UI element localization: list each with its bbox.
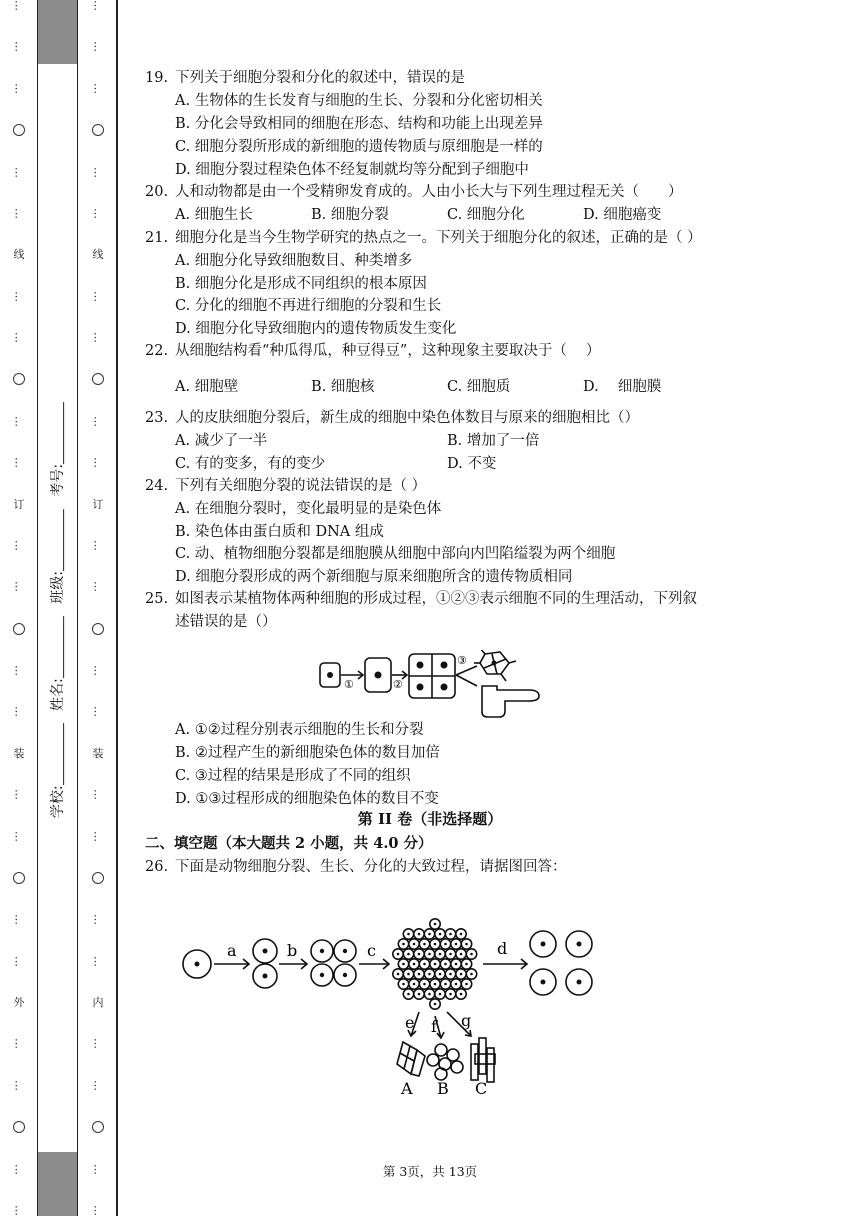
binding-dots: … <box>91 539 105 551</box>
binding-dots: … <box>12 1204 26 1216</box>
option: A. ①②过程分别表示细胞的生长和分裂 <box>175 722 424 738</box>
question-20: 20. 人和动物都是由一个受精卵发育成的。人由小长大与下列生理过程无关（ ） <box>145 184 683 200</box>
binding-dots: … <box>91 830 105 842</box>
binding-dots: … <box>91 914 105 926</box>
binding-circle-mark <box>92 872 104 884</box>
binding-label: 装 <box>92 746 104 760</box>
figure-q25 <box>317 650 549 720</box>
binding-dots: … <box>91 1079 105 1091</box>
class-field[interactable]: 班级: <box>47 509 67 604</box>
binding-dots: … <box>91 1038 105 1050</box>
binding-dots: … <box>91 955 105 967</box>
binding-dots: … <box>12 789 26 801</box>
outer-binding-column <box>7 0 31 1216</box>
binding-circle-mark <box>92 124 104 136</box>
school-field[interactable]: 学校: <box>47 723 67 818</box>
option: D. 细胞膜 <box>583 379 662 395</box>
arrow-label-a: a <box>227 941 237 960</box>
option: B. 细胞分化是形成不同组织的根本原因 <box>175 276 427 292</box>
binding-dots: … <box>12 830 26 842</box>
arrow-label-f: f <box>431 1017 437 1036</box>
binding-dots: … <box>91 1163 105 1175</box>
option: B. 染色体由蛋白质和 DNA 组成 <box>175 524 384 540</box>
binding-dots: … <box>91 166 105 178</box>
binding-dots: … <box>12 665 26 676</box>
option: D. 不变 <box>447 456 497 472</box>
binding-dots: … <box>12 955 26 967</box>
binding-dots: … <box>12 1163 26 1175</box>
arrow-label-d: d <box>497 939 508 958</box>
binding-dots: … <box>12 41 26 53</box>
binding-dots: … <box>12 457 26 469</box>
page-footer: 第 3页，共 13页 <box>382 1164 478 1179</box>
binding-circle-mark <box>13 1121 25 1133</box>
binding-dots: … <box>12 1079 26 1091</box>
binding-dots: … <box>91 665 105 676</box>
binding-circle-mark <box>13 623 25 635</box>
arrow-label-g: g <box>461 1011 472 1030</box>
binding-circle-mark <box>13 872 25 884</box>
option: D. 细胞癌变 <box>583 207 662 223</box>
option: D. 细胞分化导致细胞内的遗传物质发生变化 <box>175 321 457 337</box>
binding-dots: … <box>12 581 26 593</box>
binding-label: 内 <box>92 996 104 1009</box>
arrow-3a <box>456 666 477 675</box>
binding-label: 外 <box>13 996 25 1009</box>
section-title: 第 II 卷（非选择题） <box>357 810 503 828</box>
arrow-label-e: e <box>405 1013 415 1032</box>
binding-label: 订 <box>92 497 104 511</box>
question-24: 24. 下列有关细胞分裂的说法错误的是（ ） <box>145 478 427 494</box>
option: D. ①③过程形成的细胞染色体的数目不变 <box>175 791 439 807</box>
binding-circle-mark <box>92 373 104 385</box>
binding-dots: … <box>91 706 105 718</box>
option: B. ②过程产生的新细胞染色体的数目加倍 <box>175 745 440 761</box>
binding-dots: … <box>12 0 26 11</box>
binding-circle-mark <box>92 623 104 635</box>
option: B. 增加了一倍 <box>447 433 540 449</box>
option: B. 分化会导致相同的细胞在形态、结构和功能上出现差异 <box>175 116 543 132</box>
label-circle-3: ③ <box>457 654 467 667</box>
binding-dots: … <box>12 1038 26 1050</box>
arrow-label-b: b <box>287 941 298 960</box>
binding-dots: … <box>91 415 105 427</box>
binding-dots: … <box>91 457 105 469</box>
exam-number-field[interactable]: 考号: <box>47 402 67 497</box>
option: B. 细胞分裂 <box>311 207 389 223</box>
question-23: 23. 人的皮肤细胞分裂后，新生成的细胞中染色体数目与原来的细胞相比（） <box>145 410 639 426</box>
tissue-label-a: A <box>401 1079 413 1094</box>
question-25-stem-cont: 述错误的是（） <box>175 614 277 630</box>
binding-dots: … <box>91 1204 105 1216</box>
binding-dots: … <box>91 207 105 219</box>
name-field[interactable]: 姓名: <box>47 616 67 711</box>
binding-label: 装 <box>13 746 25 760</box>
binding-dots: … <box>12 539 26 551</box>
option: A. 细胞分化导致细胞数目、种类增多 <box>175 253 413 269</box>
binding-circle-mark <box>13 373 25 385</box>
binding-dots: … <box>12 82 26 94</box>
binding-dots: … <box>12 166 26 178</box>
option: B. 细胞核 <box>311 379 375 395</box>
binding-line-main <box>116 0 118 1216</box>
question-26: 26. 下面是动物细胞分裂、生长、分化的大致过程，请据图回答： <box>145 859 567 875</box>
option: D. 细胞分裂形成的两个新细胞与原来细胞所含的遗传物质相同 <box>175 569 573 585</box>
arrow-label-c: c <box>367 941 376 960</box>
option: A. 细胞生长 <box>175 207 253 223</box>
binding-dots: … <box>12 914 26 926</box>
option: C. 有的变多，有的变少 <box>175 456 326 472</box>
question-19: 19. 下列关于细胞分裂和分化的叙述中，错误的是 <box>145 70 465 86</box>
binding-dots: … <box>12 332 26 343</box>
binding-gray-block-top <box>38 0 77 64</box>
binding-dots: … <box>12 290 26 302</box>
student-info <box>32 400 82 820</box>
option: C. 细胞分化 <box>447 207 525 223</box>
binding-dots: … <box>91 0 105 11</box>
binding-circle-mark <box>13 124 25 136</box>
binding-label: 线 <box>13 248 25 262</box>
binding-dots: … <box>91 82 105 94</box>
option: C. 动、植物细胞分裂都是细胞膜从细胞中部向内凹陷缢裂为两个细胞 <box>175 546 616 562</box>
label-circle-1: ① <box>344 678 354 691</box>
binding-dots: … <box>91 789 105 801</box>
binding-dots: … <box>91 290 105 302</box>
option: C. 细胞分裂所形成的新细胞的遗传物质与原细胞是一样的 <box>175 139 543 155</box>
question-21: 21. 细胞分化是当今生物学研究的热点之一。下列关于细胞分化的叙述，正确的是（ ） <box>145 230 702 246</box>
option: C. 细胞质 <box>447 379 511 395</box>
inner-binding-column <box>86 0 110 1216</box>
tissue-label-c: C <box>475 1079 488 1094</box>
arrow-3b <box>456 675 477 686</box>
figure-q26 <box>179 904 609 1094</box>
label-circle-2: ② <box>393 678 403 691</box>
binding-dots: … <box>91 332 105 343</box>
binding-dots: … <box>12 415 26 427</box>
binding-label: 线 <box>92 248 104 262</box>
section-subtitle: 二、填空题（本大题共 2 小题，共 4.0 分） <box>145 835 433 852</box>
binding-dots: … <box>12 706 26 718</box>
question-22: 22. 从细胞结构看“种瓜得瓜，种豆得豆”，这种现象主要取决于（ ） <box>145 343 601 359</box>
option: A. 在细胞分裂时，变化最明显的是染色体 <box>175 501 442 517</box>
option: C. 分化的细胞不再进行细胞的分裂和生长 <box>175 298 442 314</box>
option: A. 细胞壁 <box>175 379 239 395</box>
binding-dots: … <box>91 41 105 53</box>
binding-dots: … <box>12 207 26 219</box>
option: D. 细胞分裂过程染色体不经复制就均等分配到子细胞中 <box>175 162 529 178</box>
elongated-cell <box>482 686 539 717</box>
option: C. ③过程的结果是形成了不同的组织 <box>175 768 411 784</box>
tissue-label-b: B <box>437 1079 449 1094</box>
binding-dots: … <box>91 581 105 593</box>
option: A. 减少了一半 <box>175 433 268 449</box>
binding-circle-mark <box>92 1121 104 1133</box>
binding-label: 订 <box>13 497 25 511</box>
question-25: 25. 如图表示某植物体两种细胞的形成过程，①②③表示细胞不同的生理活动，下列叙 <box>145 591 697 607</box>
option: A. 生物体的生长发育与细胞的生长、分裂和分化密切相关 <box>175 93 543 109</box>
